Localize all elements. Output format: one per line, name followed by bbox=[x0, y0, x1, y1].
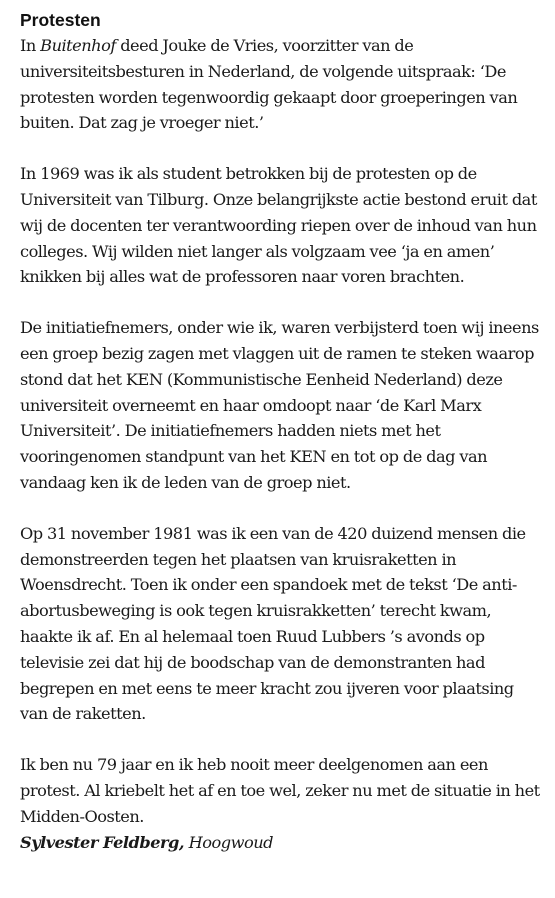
paragraph-1969: In 1969 was ik als student betrokken bij de protesten op de Universiteit van Tilburg. Onze belangrijkste actie bestond eruit dat wij de docenten ter verantwoording riepen over de inhoud van hun colleges. Wij wilden niet langer als volgzaam vee ‘ja en amen’ knikken bij alles wat de professoren naar voren brachten. bbox=[20, 164, 537, 287]
article-heading: Protesten bbox=[20, 10, 101, 30]
letter-signature bbox=[20, 830, 542, 856]
intro-paragraph bbox=[20, 33, 542, 136]
tv-program-name: Buitenhof bbox=[40, 36, 116, 55]
author-place: Hoogwoud bbox=[188, 832, 274, 852]
author-name: Sylvester Feldberg, bbox=[20, 832, 184, 852]
paragraph-spacer bbox=[20, 290, 542, 315]
paragraph-spacer bbox=[20, 136, 542, 161]
paragraph-spacer bbox=[20, 727, 542, 752]
paragraph-ken: De initiatiefnemers, onder wie ik, waren verbijsterd toen wij ineens een groep bezig zagen met vlaggen uit de ramen te steken waarop stond dat het KEN (Kommunistische Eenheid Nederland) deze universiteit overneemt en haar omdoopt naar ‘de Karl Marx Universiteit’. De initiatiefnemers hadden niets met het vooringenomen standpunt van het KEN en tot op de dag van vandaag ken ik de leden van de groep niet. bbox=[20, 318, 539, 492]
paragraph-1981: Op 31 november 1981 was ik een van de 420 duizend mensen die demonstreerden tegen het plaatsen van kruisraketten in Woensdrecht. Toen ik onder een spandoek met de tekst ‘De anti-abortusbeweging is ook tegen kruisrakketten’ terecht kwam, haakte ik af. En al helemaal toen Ruud Lubbers ’s avonds op televisie zei dat hij de boodschap van de demonstranten had begrepen en met eens te meer kracht zou ijveren voor plaatsing van de raketten. bbox=[20, 523, 526, 724]
paragraph-spacer bbox=[20, 496, 542, 521]
intro-text-before: In bbox=[20, 36, 41, 55]
intro-text-after: deed Jouke de Vries, voorzitter van de universiteitsbesturen in Nederland, de volgende uitspraak: ‘De protesten worden tegenwoordig gekaapt door groeperingen van buiten. Dat zag je vroeger niet.’ bbox=[20, 36, 518, 133]
paragraph-closing: Ik ben nu 79 jaar en ik heb nooit meer deelgenomen aan een protest. Al kriebelt het af en toe wel, zeker nu met de situatie in het Midden-Oosten. bbox=[20, 755, 540, 826]
letter-article bbox=[20, 8, 542, 855]
